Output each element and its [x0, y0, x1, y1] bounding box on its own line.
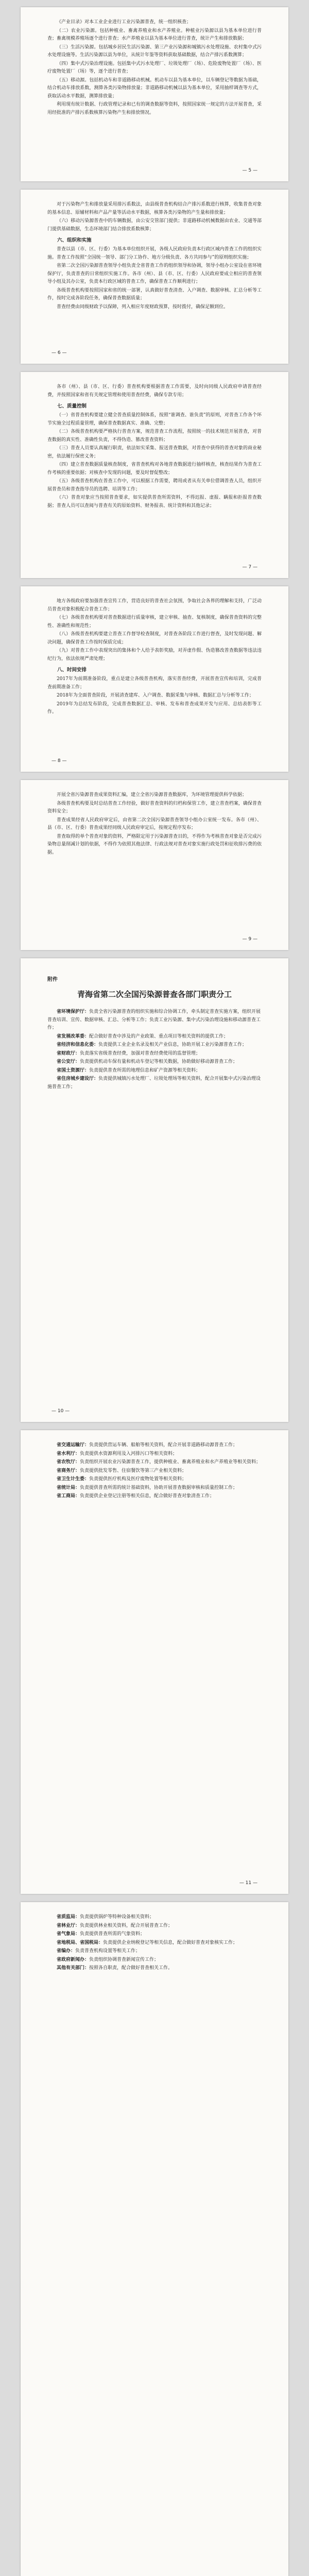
paragraph: 2017年为前期准备阶段，重点是建立各级普查机构，落实普查经费，开展普查宣传和培训，完成普查前期准备工作；: [47, 676, 262, 690]
department-name: 省编办：: [57, 1948, 76, 1954]
paragraph: 对于污染物产生和排放量采用排污系数法，由县级普查机构结合产排污系数进行核算，收集普查对象的基本信息、原辅材料和产品产量等活动水平数据，核算各类污染物的产生量和排放量；: [47, 202, 262, 215]
page-number: — 7 —: [242, 565, 258, 570]
paragraph: 2019年为总结发布阶段，完成普查数据汇总、审核、发布和普查成果开发与应用、总结表彰等工作。: [47, 701, 262, 715]
department-list: [47, 1442, 262, 1501]
paragraph: 普查以县（市、区、行委）为基本单位组织开展，各级人民政府负责本行政区域内普查工作的组织实施。普查工作按照“全国统一领导、部门分工协作、地方分级负责、各方共同参与”的原则组织实施；: [47, 247, 262, 260]
department-duty: [47, 1008, 262, 1032]
page-number: — 9 —: [242, 937, 258, 942]
paragraph: （六）移动污染源普查中的车辆数据，由公安交管部门提供；非道路移动机械数据由农业、交通等部门提供基础数据，生态环境部门结合排放系数核算；: [47, 218, 262, 232]
paragraph: （二）各级普查机构要严格执行普查方案，规范普查工作流程，按照统一的技术规范开展普查，对普查数据的真实性、准确性负责，不得伪造、篡改普查资料；: [47, 429, 262, 443]
department-name: 省质监局：: [57, 1914, 80, 1920]
department-text: 配合做好普查中涉及的产业政策、重点项目等相关资料的提供工作；: [89, 1033, 229, 1039]
department-text: 负责落实省级普查经费，加强对普查经费使用的监督管理；: [80, 1050, 201, 1056]
section-heading: 六、组织和实施: [57, 238, 92, 243]
department-duty: [47, 1075, 262, 1091]
department-name: 省财政厅：: [57, 1050, 80, 1056]
department-name: 省统计局：: [57, 1485, 80, 1490]
attachment-title: 青海省第二次全国污染源普查各部门职责分工: [77, 990, 232, 999]
department-name: 省卫生计生委：: [57, 1477, 90, 1482]
department-text: 负责提供林业相关资料，配合开展普查工作；: [80, 1923, 173, 1928]
paragraph: 普查取得的单个普查对象的资料，严格限定用于污染源普查目的，不得作为考核普查对象是否完成污染物总量削减计划的依据，不得作为依照其他法律、行政法规对普查对象实施行政处罚和征收排污费的依据。: [47, 834, 262, 855]
department-name: 省林业厅：: [57, 1923, 80, 1928]
department-duty: [47, 1964, 262, 1973]
department-text: 负责提供企业登记注册等相关信息，配合做好普查对象清查工作；: [80, 1494, 215, 1499]
department-name: 省水利厅：: [57, 1451, 80, 1456]
page-number: — 6 —: [52, 350, 67, 355]
department-text: 负责提供医疗机构及医疗废物处置等相关资料；: [89, 1477, 187, 1482]
document-page-4: [21, 586, 288, 772]
section-heading: 七、质量控制: [57, 403, 87, 409]
department-duty: [47, 1930, 262, 1939]
department-name: 省工商局：: [57, 1494, 80, 1499]
department-text: 负责组织协调普查新闻宣传工作；: [89, 1957, 159, 1962]
page-number: — 8 —: [52, 758, 67, 764]
attachment-page-3: [21, 1902, 288, 2576]
department-name: 省商务厅：: [57, 1468, 80, 1473]
department-duty: [47, 1450, 262, 1459]
paragraph: （五）移动源。包括机动车和非道路移动机械。机动车以县为基本单位，以车辆登记等数据为基础，结合机动车排放系数，测算各类污染物排放量；非道路移动机械以县为基本单位，采用抽样调查等方式，获取活动水平数据，测算排放量；: [47, 77, 262, 99]
paragraph: （八）各级普查机构要建立普查工作督导检查制度，对普查各阶段工作进行督查，及时发现问题、解决问题，确保普查工作按时保质完成；: [47, 632, 262, 645]
paragraph: （六）普查对象应当按照普查要求，如实提供普查所需资料，不得迟报、虚报、瞒报和拒报普查数据；普查人员可以查阅与普查有关的原始资料、财务报表、统计资料和其他记录；: [47, 495, 262, 509]
page-number: — 5 —: [242, 168, 258, 173]
department-duty: [47, 1913, 262, 1922]
department-duty: [47, 1442, 262, 1450]
department-name: 省国土资源厅：: [57, 1067, 90, 1073]
paragraph: 2018年为全面普查阶段，开展清查建库、入户调查、数据采集与审核、数据汇总与分析等工作；: [57, 693, 254, 698]
department-duty: [47, 1459, 262, 1467]
department-duty: [47, 1041, 262, 1049]
paragraph: （四）集中式污染治理设施。包括集中式污水处理厂、垃圾处理厂（场）、危险废物处置厂（场）、医疗废物处置厂（场）等，逐个进行普查；: [47, 61, 262, 74]
paragraph: （二）农业污染源。包括种植业、畜禽养殖业和水产养殖业。种植业污染源以县为基本单位进行普查；畜禽规模养殖场逐个进行普查；水产养殖业以县为基本单位进行普查，统计产生和排放数据；: [47, 28, 262, 41]
department-text: 负责提供企业纳税登记等相关信息，配合做好普查对象核实工作；: [103, 1940, 238, 1945]
department-text: 负责组织开展农业污染源普查工作，提供种植业、畜禽养殖业和水产养殖业等相关资料；: [80, 1460, 261, 1465]
paragraph: 利用现有统计数据、行政管理记录和已有的调查数据等资料，按照国家统一规定的方法开展普查，采用经批准的产排污系数核算污染物产生和排放情况。: [47, 102, 262, 115]
department-text: 按照各自职责，配合做好普查相关工作。: [89, 1965, 173, 1971]
department-duty: [47, 1050, 262, 1058]
paragraph: （一）省普查机构要建立健全普查质量控制体系，按照“谁调查、谁负责”的原则，对普查工作各个环节实施全过程质量管理，确保普查数据真实、准确、完整；: [47, 413, 262, 426]
department-name: 省农牧厅：: [57, 1460, 80, 1465]
section-heading: 八、时间安排: [57, 667, 87, 673]
department-name: 省发展改革委：: [57, 1033, 90, 1039]
page-body: [47, 201, 262, 311]
department-duty: [47, 1058, 262, 1066]
department-text: 负责提供水资源利用及入河排污口等相关资料；: [80, 1451, 178, 1456]
paragraph: （四）建立普查数据质量核查制度，省普查机构对各地普查数据进行抽样核查，核查结果作为普查工作考核的重要依据；对核查中发现的问题，要及时督促整改；: [47, 462, 262, 476]
department-duty: [47, 1922, 262, 1930]
paragraph: 《产业目录》对本工业企业进行工业污染源普查，统一组织核查；: [57, 20, 192, 25]
department-name: 省地税局、省国税局：: [57, 1940, 104, 1945]
page-number: — 11 —: [239, 1880, 258, 1886]
document-page-2: [21, 190, 288, 364]
paragraph: 普查成果经省人民政府审定后，由省第二次全国污染源普查领导小组办公室统一发布。各市（州）、县（市、区、行委）普查成果经同级人民政府审定后，按规定程序发布；: [47, 817, 262, 831]
department-duty: [47, 1956, 262, 1964]
page-number: — 10 —: [52, 1409, 70, 1414]
paragraph: （九）对普查工作中表现突出的集体和个人给予表彰奖励，对弄虚作假、伪造篡改普查数据等违法违纪行为，依法依规严肃处理；: [47, 648, 262, 662]
paragraph: （三）普查人员要认真履行职责，依法如实采集、报送普查数据，对普查中获得的普查对象的商业秘密，依法履行保密义务；: [47, 446, 262, 459]
department-name: 省公安厅：: [57, 1059, 80, 1064]
document-page-3: [21, 372, 288, 578]
document-page-1: [21, 7, 288, 181]
department-name: 省经济和信息化委：: [57, 1042, 99, 1047]
department-text: 负责提供锅炉等特种设备相关资料；: [80, 1914, 154, 1920]
attachment-page-2: [21, 1430, 288, 1894]
department-duty: [47, 1476, 262, 1484]
department-name: 其他有关部门：: [57, 1965, 90, 1971]
department-duty: [47, 1939, 262, 1947]
paragraph: 各级普查机构要及时总结普查工作经验，做好普查资料的归档和保管工作，建立普查档案，确保普查资料安全；: [47, 801, 262, 814]
department-duty: [47, 1467, 262, 1476]
department-name: 省政府新闻办：: [57, 1957, 90, 1962]
paragraph: （五）各级普查机构在普查工作中，可以根据工作需要，聘用或者从有关单位借调普查人员，组织开展普查员和普查指导员的选聘、培训等工作；: [47, 479, 262, 492]
department-duty: [47, 1493, 262, 1501]
page-body: [47, 791, 262, 857]
department-name: 省气象局：: [57, 1931, 80, 1937]
document-page-5: [21, 780, 288, 950]
department-text: 负责提供机动车保有量和机动车登记等相关数据，协助做好移动源普查工作；: [80, 1059, 238, 1064]
department-duty: [47, 1484, 262, 1493]
department-text: 负责提供批发零售、住宿餐饮等第三产业相关资料；: [80, 1468, 187, 1473]
department-list: [47, 1008, 262, 1091]
paragraph: 开展全省污染源普查成果资料汇编，建立全省污染源普查数据库，为环境管理提供科学依据；: [57, 792, 247, 798]
department-duty: [47, 1947, 262, 1956]
department-name: 省环境保护厅：: [57, 1009, 90, 1014]
paragraph: （三）生活污染源。包括城乡居民生活污染源、第三产业污染源和城镇污水处理设施、农村集中式污水处理设施等。生活污染源以县为单位，从统计年鉴等资料获取基础数据，结合产排污系数测算；: [47, 44, 262, 58]
department-name: 省住房城乡建设厅：: [57, 1076, 99, 1081]
department-text: 负责提供普查所需的统计基础资料，协助开展普查数据审核和质量控制工作；: [80, 1485, 238, 1490]
paragraph: 普查经费由同级财政予以保障，列入相应年度财政预算，按时拨付，确保足额到位。: [57, 304, 229, 310]
paragraph: 各市（州）、县（市、区、行委）普查机构要根据普查工作需要，及时向同级人民政府申请普查经费，并按照国家和省有关规定管理和使用普查经费，确保专款专用；: [47, 384, 262, 398]
paragraph: 地方各级政府要加强普查宣传工作，营造良好的普查社会氛围，争取社会各界的理解和支持，广泛动员普查对象积极配合普查工作；: [47, 599, 262, 612]
page-body: [47, 598, 262, 717]
department-text: 负责提供工业企业名录及相关产业信息，协助开展工业污染源普查工作；: [98, 1042, 247, 1047]
department-text: 负责提供营运车辆、船舶等相关资料，配合开展非道路移动源普查工作；: [89, 1443, 238, 1448]
department-duty: [47, 1067, 262, 1075]
page-body: [47, 19, 262, 117]
department-duty: [47, 1033, 262, 1041]
department-text: 负责普查机构设置等相关工作；: [75, 1948, 141, 1954]
attachment-page-1: [21, 958, 288, 1422]
department-text: 负责提供城镇污水处理厂、垃圾处理场等相关资料，配合开展集中式污染治理设施普查工作；: [47, 1076, 261, 1090]
page-body: [47, 383, 262, 510]
department-name: 省交通运输厅：: [57, 1443, 90, 1448]
paragraph: 各级普查机构要按照国家和省的统一部署，认真做好普查清查、入户调查、数据审核、汇总分析等工作，按时完成各阶段任务，确保普查数据质量；: [47, 287, 262, 301]
department-text: 负责提供普查所需的地理信息和矿产资源等相关资料；: [89, 1067, 201, 1073]
attachment-label: 附件: [47, 977, 58, 982]
department-text: 负责全省污染源普查的组织实施和综合协调工作，牵头制定普查实施方案，组织开展普查培训、宣传、数据审核、汇总、分析等工作；负责工业污染源、集中式污染治理设施和移动源普查工作；: [47, 1009, 261, 1030]
department-list: [47, 1913, 262, 1973]
paragraph: 省第二次全国污染源普查领导小组负责全省普查工作的组织领导和协调，领导小组办公室设在省环境保护厅，负责普查的日常组织实施工作。各市（州）、县（市、区、行委）人民政府要成立相应的普查领导小组及其办公室，负责本行政区域的普查工作，确保普查工作顺利进行；: [47, 263, 262, 284]
department-text: 负责提供普查所需的气象资料；: [80, 1931, 145, 1937]
paragraph: （七）各级普查机构要对普查数据进行质量审核，建立审核、抽查、复核制度，确保普查资料的完整性、准确性和规范性；: [47, 615, 262, 629]
